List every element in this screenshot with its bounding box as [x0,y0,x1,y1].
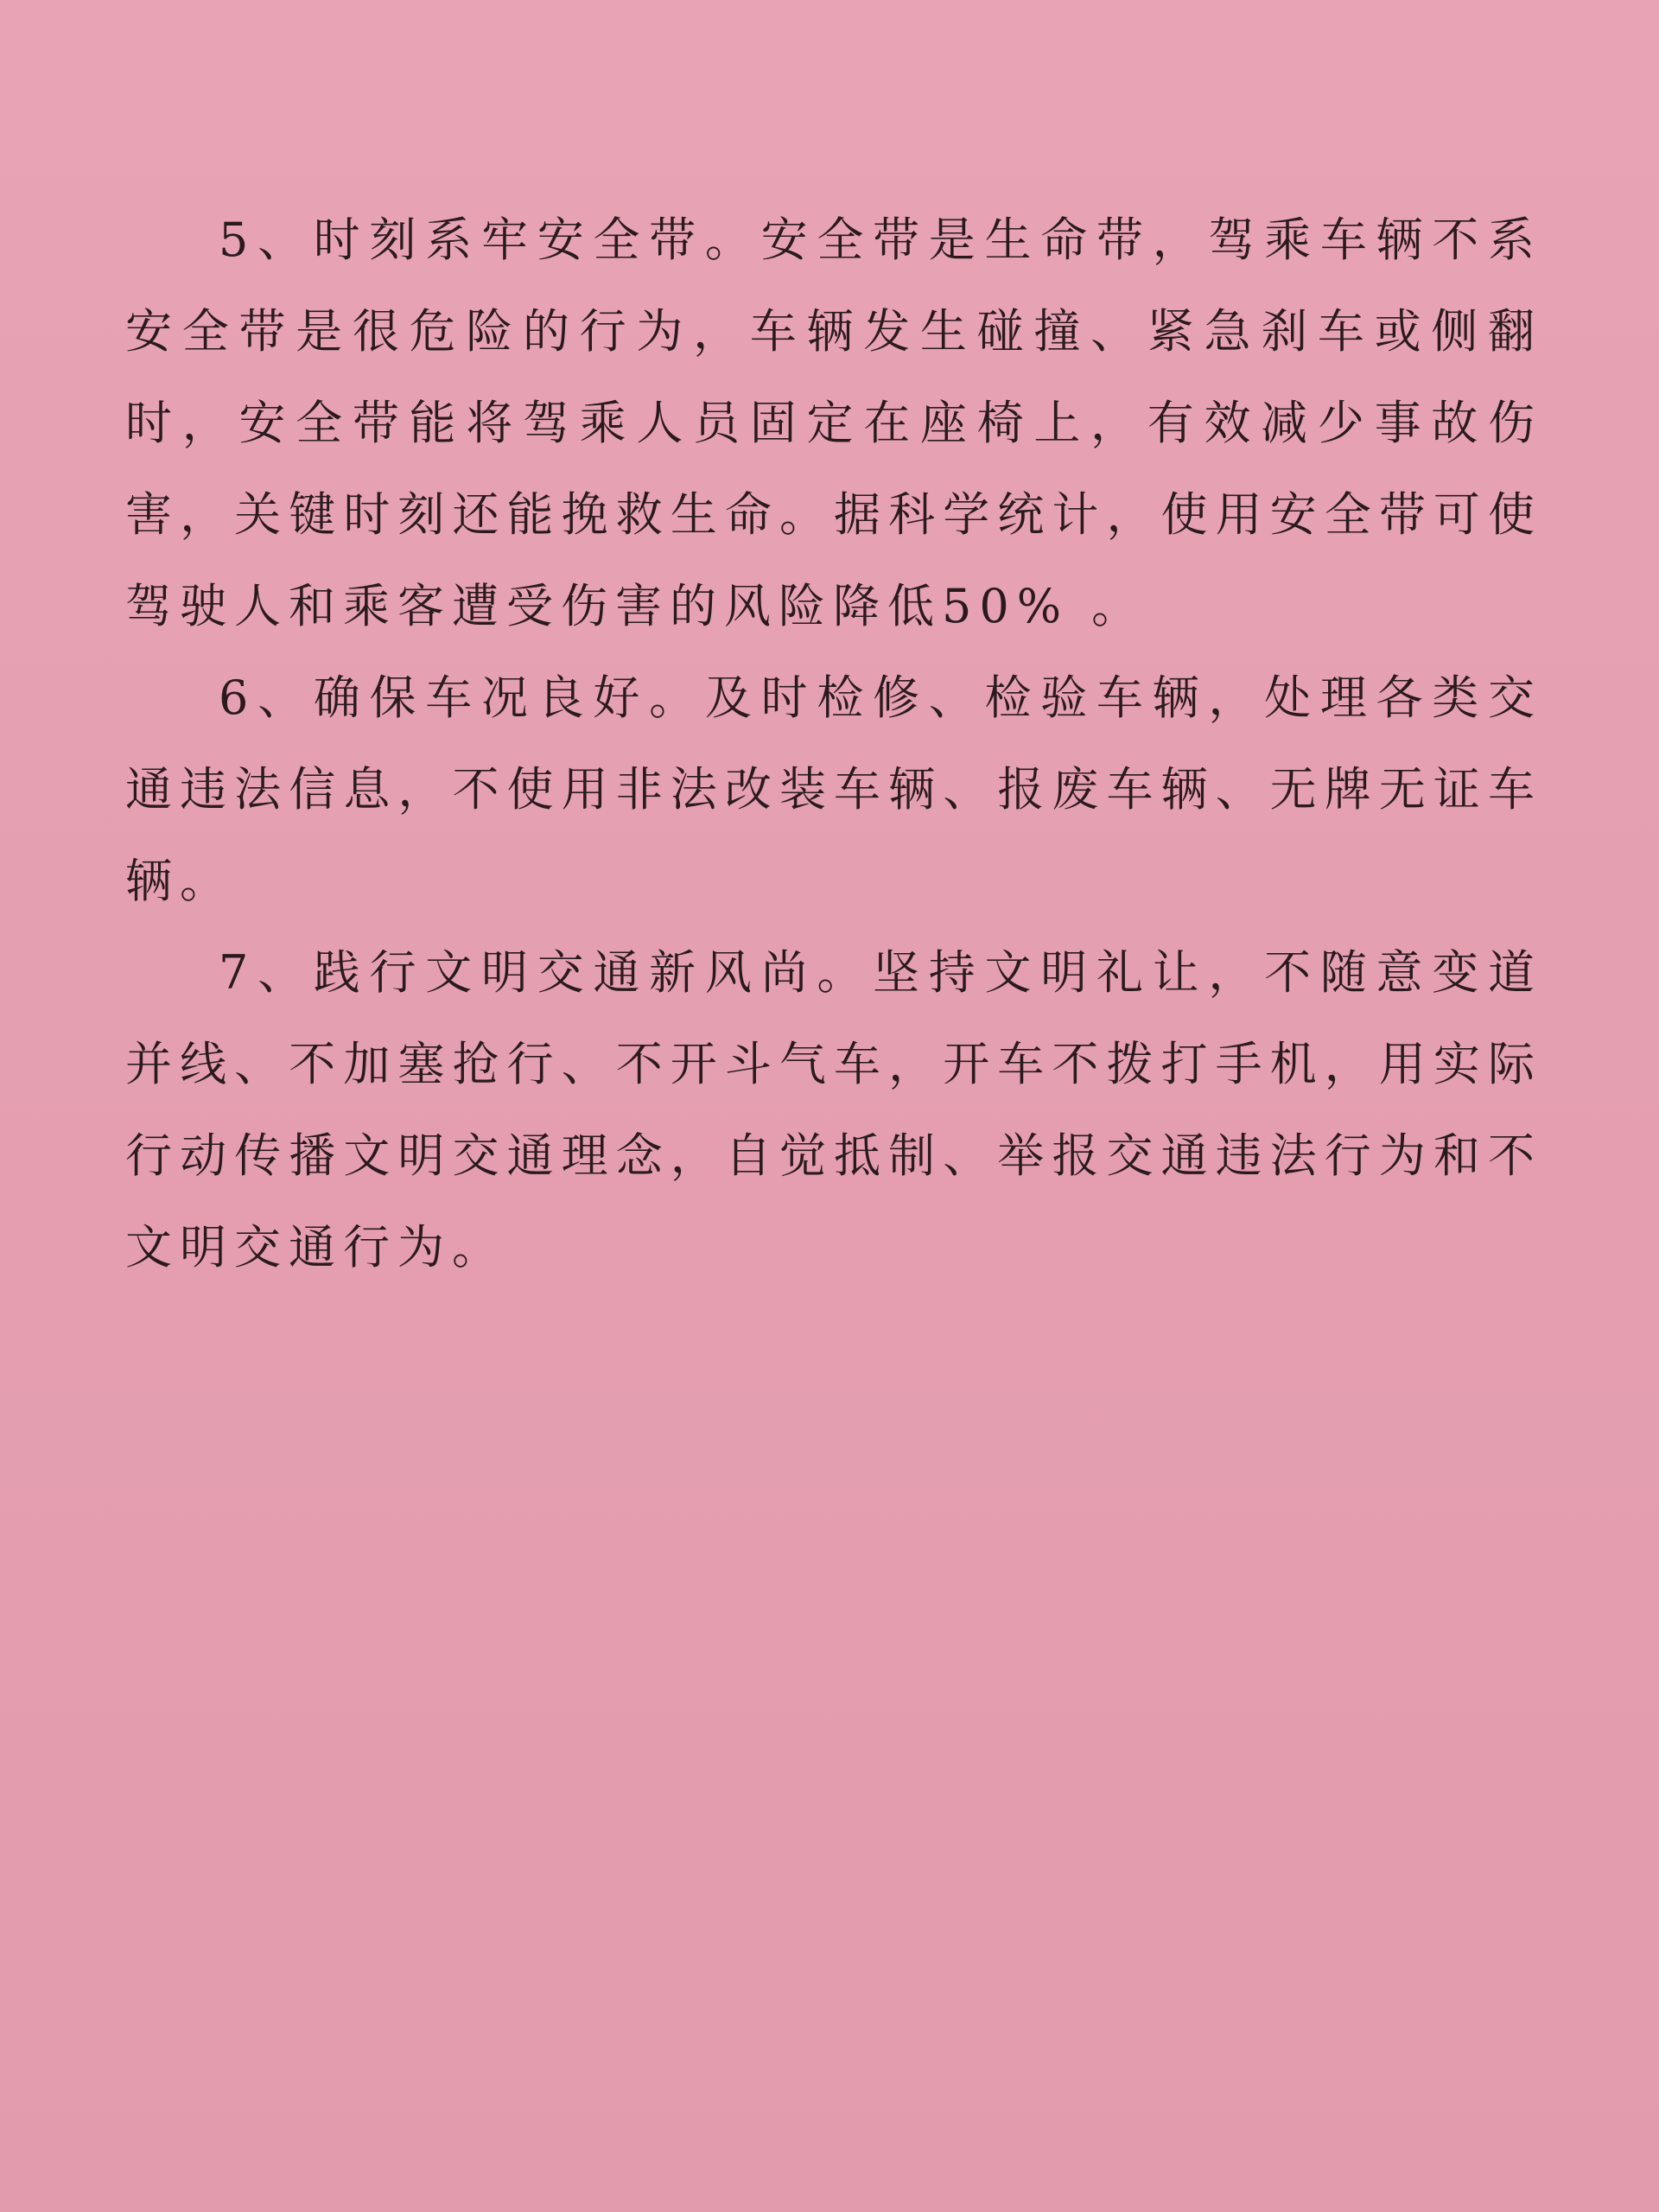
paragraph-seatbelt: 5、时刻系牢安全带。安全带是生命带，驾乘车辆不系安全带是很危险的行为，车辆发生碰撞、紧急刹车或侧翻时，安全带能将驾乘人员固定在座椅上，有效减少事故伤害，关键时刻还能挽救生命。据科学统计，使用安全带可使驾驶人和乘客遭受伤害的风险降低50% 。 [125,213,1542,633]
paragraph-vehicle-condition: 6、确保车况良好。及时检修、检验车辆，处理各类交通违法信息，不使用非法改装车辆、报废车辆、无牌无证车辆。 [125,671,1542,908]
paragraph-civilized-traffic: 7、践行文明交通新风尚。坚持文明礼让，不随意变道并线、不加塞抢行、不开斗气车，开车不拨打手机，用实际行动传播文明交通理念，自觉抵制、举报交通违法行为和不文明交通行为。 [125,945,1542,1274]
document-body [125,194,1542,2095]
